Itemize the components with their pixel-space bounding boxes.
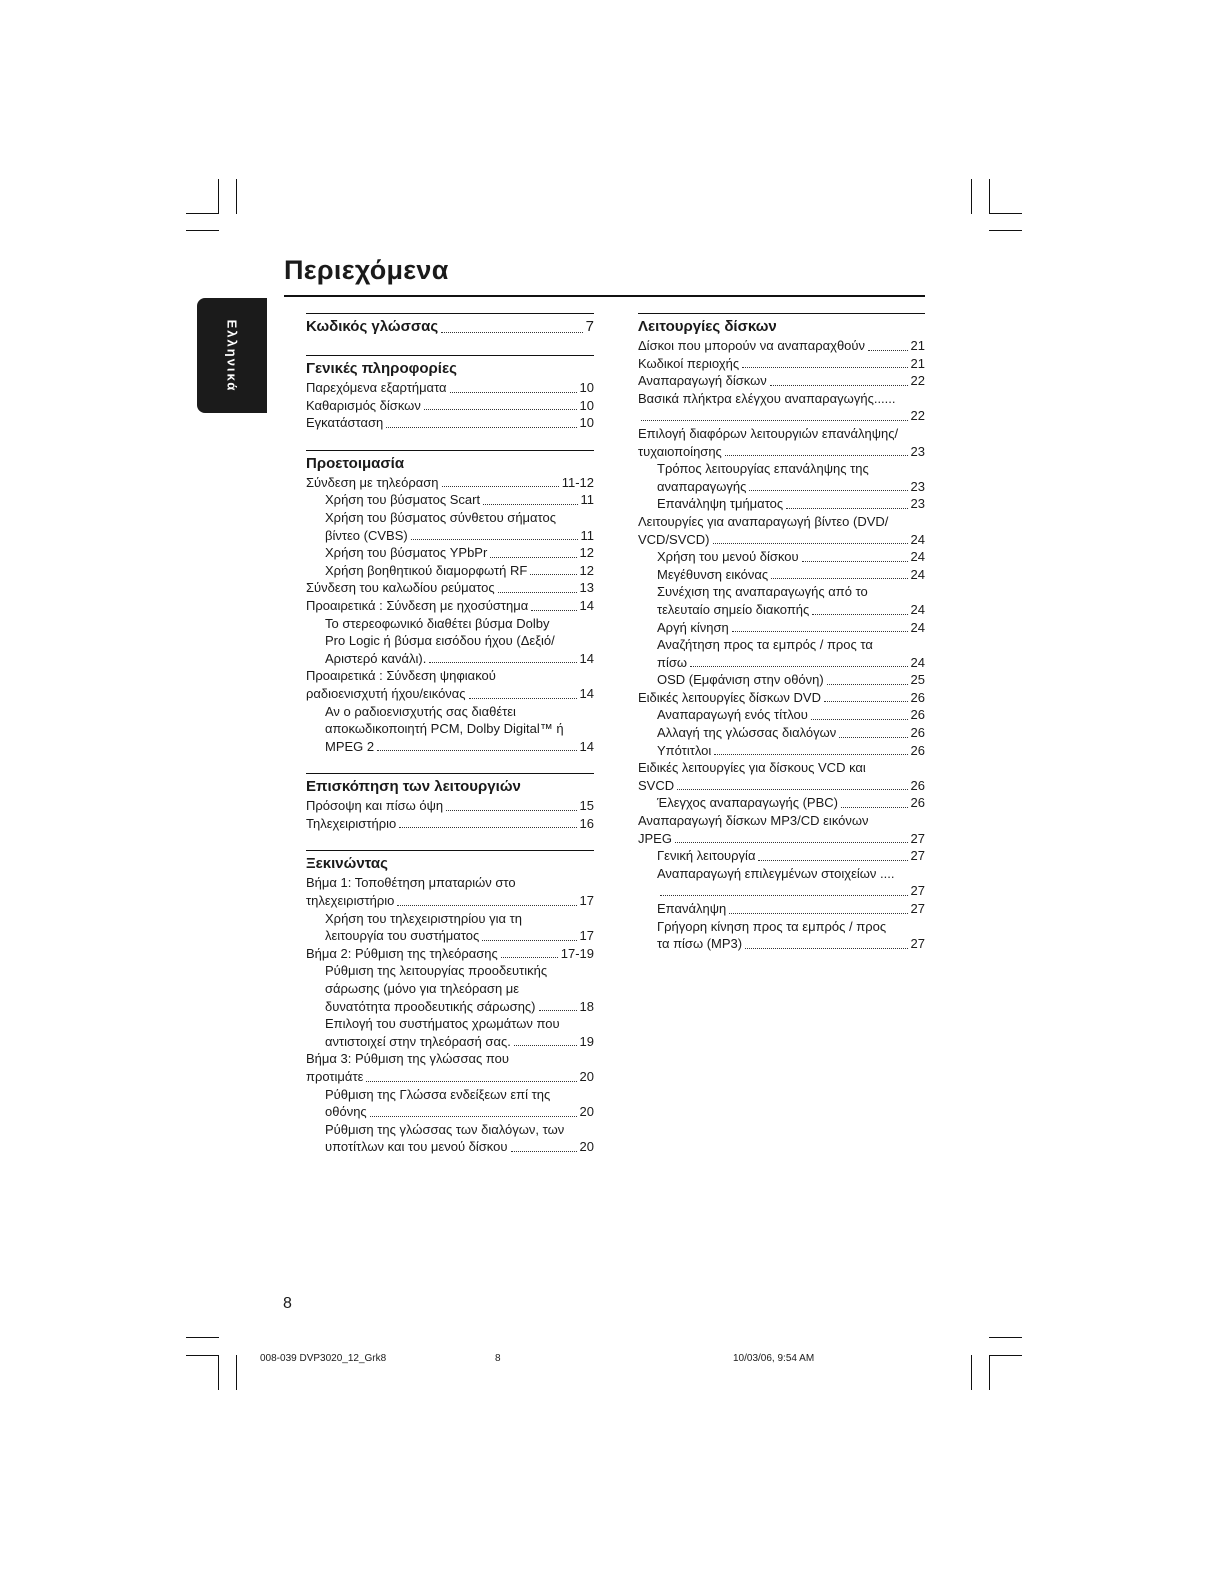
toc-entry[interactable]: Βασικά πλήκτρα ελέγχου αναπαραγωγής...... 22 bbox=[638, 390, 925, 424]
toc-left-column bbox=[306, 313, 594, 1174]
toc-entry[interactable]: Προαιρετικά : Σύνδεση με ηχοσύστημα 14 bbox=[306, 597, 594, 613]
toc-entry[interactable]: Ρύθμιση της λειτουργίας προοδευτικής σάρωσης (μόνο για τηλεόραση με δυνατότητα προοδευτικής σάρωσης) 18 bbox=[325, 963, 594, 1014]
toc-entry[interactable]: Βήμα 3: Ρύθμιση της γλώσσας που προτιμάτε 20 bbox=[306, 1051, 594, 1084]
toc-entry[interactable]: Προαιρετικά : Σύνδεση ψηφιακού ραδιοενισχυτή ήχου/εικόνας 14 bbox=[306, 668, 594, 701]
toc-entry[interactable]: Υπότιτλοι 26 bbox=[657, 742, 925, 758]
toc-entry[interactable]: Χρήση του βύσματος σύνθετου σήματος βίντεο (CVBS) 11 bbox=[325, 509, 594, 543]
crop-mark bbox=[236, 179, 237, 214]
toc-entry[interactable]: Το στερεοφωνικό διαθέτει βύσμα Dolby Pro Logic ή βύσμα εισόδου ήχου (Δεξιό/ Αριστερό κανάλι). 14 bbox=[325, 615, 594, 666]
toc-section bbox=[306, 450, 594, 756]
toc-entry[interactable]: Αλλαγή της γλώσσας διαλόγων 26 bbox=[657, 725, 925, 741]
toc-entry[interactable]: Χρήση του βύσματος YPbPr 12 bbox=[325, 545, 594, 561]
section-heading: Λειτουργίες δίσκων bbox=[638, 313, 925, 337]
crop-mark bbox=[186, 1337, 219, 1338]
crop-mark bbox=[989, 179, 990, 214]
toc-entry[interactable]: Ρύθμιση της Γλώσσα ενδείξεων επί της οθόνης 20 bbox=[325, 1086, 594, 1120]
toc-entry[interactable]: Επανάληψη 27 bbox=[657, 901, 925, 916]
toc-entry[interactable]: Σύνδεση του καλωδίου ρεύματος 13 bbox=[306, 580, 594, 596]
page-title: Περιεχόμενα bbox=[284, 255, 449, 285]
page-number: 8 bbox=[283, 1295, 292, 1312]
toc-entry[interactable]: Αναπαραγωγή επιλεγμένων στοιχείων .... 27 bbox=[657, 865, 925, 899]
toc-entry[interactable]: Χρήση του μενού δίσκου 24 bbox=[657, 549, 925, 565]
toc-entry[interactable]: Αναζήτηση προς τα εμπρός / προς τα πίσω 24 bbox=[657, 637, 925, 670]
toc-entry[interactable]: Καθαρισμός δίσκων 10 bbox=[306, 397, 594, 413]
toc-entry[interactable]: Χρήση βοηθητικού διαμορφωτή RF 12 bbox=[325, 562, 594, 578]
toc-entry[interactable]: OSD (Εμφάνιση στην οθόνη) 25 bbox=[657, 672, 925, 688]
toc-entry[interactable]: Αν ο ραδιοενισχυτής σας διαθέτει αποκωδικοποιητή PCM, Dolby Digital™ ή MPEG 2 14 bbox=[325, 703, 594, 754]
toc-entry[interactable]: Κωδικός γλώσσας 7 bbox=[306, 313, 594, 337]
crop-mark bbox=[989, 213, 1022, 214]
crop-mark bbox=[186, 213, 219, 214]
toc-entry[interactable]: Γρήγορη κίνηση προς τα εμπρός / προς τα πίσω (MP3) 27 bbox=[657, 918, 925, 952]
toc-entry[interactable]: Πρόσοψη και πίσω όψη 15 bbox=[306, 798, 594, 814]
toc-entry[interactable]: Επιλογή του συστήματος χρωμάτων που αντιστοιχεί στην τηλεόρασή σας. 19 bbox=[325, 1016, 594, 1049]
crop-mark bbox=[989, 1337, 1022, 1338]
crop-mark bbox=[186, 1355, 219, 1356]
toc-entry[interactable]: Βήμα 1: Τοποθέτηση μπαταριών στο τηλεχειριστήριο 17 bbox=[306, 875, 594, 909]
toc-entry[interactable]: Λειτουργίες για αναπαραγωγή βίντεο (DVD/ VCD/SVCD) 24 bbox=[638, 513, 925, 547]
toc-section bbox=[306, 313, 594, 337]
language-tab-label: Ελληνικά bbox=[224, 319, 240, 392]
toc-entry[interactable]: Παρεχόμενα εξαρτήματα 10 bbox=[306, 380, 594, 395]
toc-entry[interactable]: Γενική λειτουργία 27 bbox=[657, 848, 925, 864]
section-heading: Επισκόπηση των λειτουργιών bbox=[306, 773, 594, 797]
crop-mark bbox=[236, 1355, 237, 1390]
crop-mark bbox=[989, 230, 1022, 231]
toc-entry[interactable]: Μεγέθυνση εικόνας 24 bbox=[657, 566, 925, 582]
toc-entry[interactable]: Σύνδεση με τηλεόραση 11-12 bbox=[306, 474, 594, 490]
toc-entry[interactable]: Ειδικές λειτουργίες για δίσκους VCD και SVCD 26 bbox=[638, 760, 925, 793]
toc-entry[interactable]: Αργή κίνηση 24 bbox=[657, 619, 925, 635]
toc-entry[interactable]: Τρόπος λειτουργίας επανάληψης της αναπαραγωγής 23 bbox=[657, 461, 925, 494]
toc-section bbox=[306, 850, 594, 1156]
footer-file: 008-039 DVP3020_12_Grk8 bbox=[260, 1353, 387, 1364]
toc-entry[interactable]: Επιλογή διαφόρων λειτουργιών επανάληψης/ τυχαιοποίησης 23 bbox=[638, 425, 925, 459]
title-rule bbox=[284, 295, 925, 297]
toc-entry[interactable]: Έλεγχος αναπαραγωγής (PBC) 26 bbox=[657, 795, 925, 811]
section-heading: Προετοιμασία bbox=[306, 450, 594, 474]
toc-entry[interactable]: Χρήση του τηλεχειριστηρίου για τη λειτουργία του συστήματος 17 bbox=[325, 910, 594, 944]
crop-mark bbox=[971, 179, 972, 214]
toc-entry[interactable]: Αναπαραγωγή δίσκων MP3/CD εικόνων JPEG 27 bbox=[638, 813, 925, 846]
toc-entry[interactable]: Συνέχιση της αναπαραγωγής από το τελευταίο σημείο διακοπής 24 bbox=[657, 584, 925, 617]
footer-datetime: 10/03/06, 9:54 AM bbox=[733, 1353, 815, 1364]
toc-entry[interactable]: Χρήση του βύσματος Scart 11 bbox=[325, 492, 594, 508]
crop-mark bbox=[218, 1355, 219, 1390]
toc-section bbox=[306, 355, 594, 432]
toc-entry[interactable]: Ειδικές λειτουργίες δίσκων DVD 26 bbox=[638, 689, 925, 705]
section-heading: Ξεκινώντας bbox=[306, 850, 594, 874]
crop-mark bbox=[971, 1355, 972, 1390]
crop-mark bbox=[218, 179, 219, 214]
crop-mark bbox=[186, 230, 219, 231]
crop-mark bbox=[989, 1355, 990, 1390]
section-heading: Γενικές πληροφορίες bbox=[306, 355, 594, 379]
toc-entry[interactable]: Αναπαραγωγή ενός τίτλου 26 bbox=[657, 707, 925, 723]
toc-section bbox=[306, 773, 594, 832]
toc-entry[interactable]: Εγκατάσταση 10 bbox=[306, 415, 594, 431]
toc-entry[interactable]: Ρύθμιση της γλώσσας των διαλόγων, των υποτίτλων και του μενού δίσκου 20 bbox=[325, 1121, 594, 1155]
toc-entry[interactable]: Κωδικοί περιοχής 21 bbox=[638, 355, 925, 371]
toc-right-column bbox=[638, 313, 925, 953]
language-tab bbox=[197, 298, 267, 413]
toc-entry[interactable]: Βήμα 2: Ρύθμιση της τηλεόρασης 17-19 bbox=[306, 945, 594, 961]
crop-mark bbox=[989, 1355, 1022, 1356]
toc-entry[interactable]: Επανάληψη τμήματος 23 bbox=[657, 496, 925, 512]
toc-entry[interactable]: Δίσκοι που μπορούν να αναπαραχθούν 21 bbox=[638, 338, 925, 353]
toc-entry[interactable]: Τηλεχειριστήριο 16 bbox=[306, 815, 594, 831]
toc-entry[interactable]: Αναπαραγωγή δίσκων 22 bbox=[638, 373, 925, 389]
footer-page: 8 bbox=[495, 1353, 501, 1364]
